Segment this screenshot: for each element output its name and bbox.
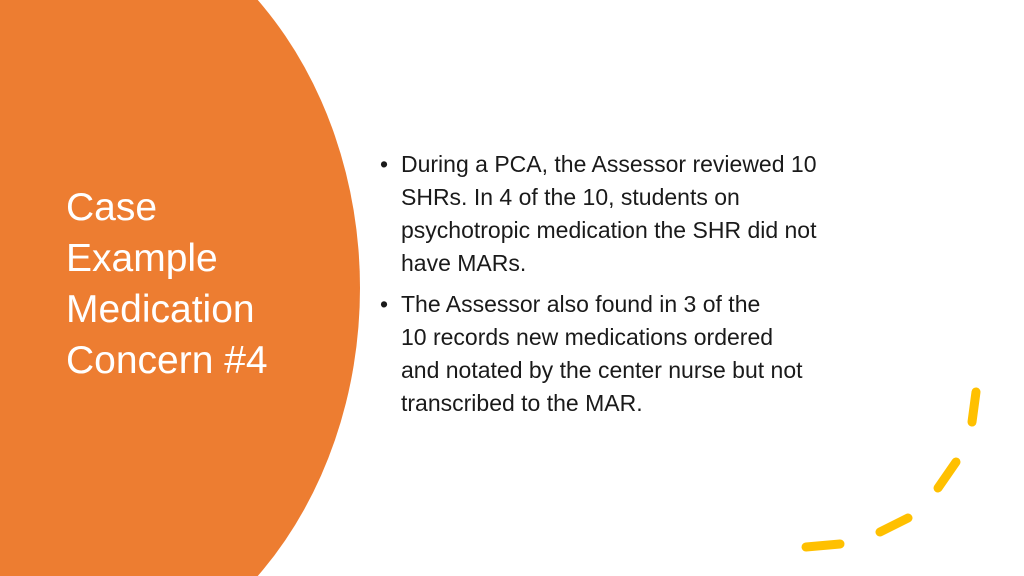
bullet-item <box>380 148 920 280</box>
bullet-text-line: 10 records new medications ordered <box>401 324 774 350</box>
slide-title <box>66 182 316 386</box>
title-line: Case <box>66 186 158 229</box>
bullet-text-line: psychotropic medication the SHR did not <box>401 217 817 243</box>
dashed-arc-decoration <box>780 370 1010 570</box>
bullet-dot-icon: • <box>380 291 389 317</box>
bullet-text-line: SHRs. In 4 of the 10, students on <box>401 184 740 210</box>
bullet-text-line: transcribed to the MAR. <box>401 390 643 416</box>
dash-segment <box>972 392 976 422</box>
bullet-text-line: The Assessor also found in 3 of the <box>401 291 761 317</box>
bullet-dot-icon: • <box>380 151 389 177</box>
dash-segment <box>880 518 908 532</box>
dash-segment <box>806 544 840 547</box>
dash-segment <box>938 462 956 488</box>
title-line: Concern #4 <box>66 339 268 382</box>
bullet-text-line: and notated by the center nurse but not <box>401 357 803 383</box>
bullet-text-line: have MARs. <box>401 250 527 276</box>
bullet-text-line: During a PCA, the Assessor reviewed 10 <box>401 151 817 177</box>
title-line: Medication <box>66 288 255 331</box>
title-line: Example <box>66 237 218 280</box>
